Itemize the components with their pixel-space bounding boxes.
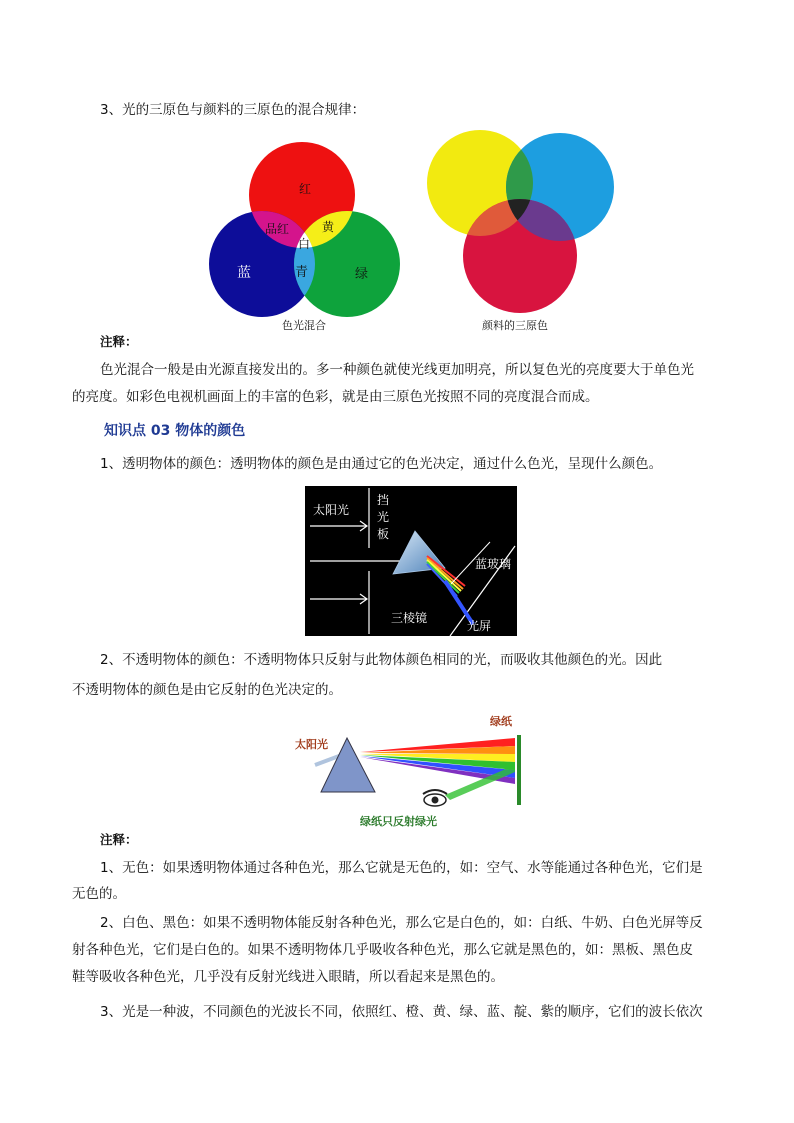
label-screen: 光屏 <box>467 619 492 633</box>
label-red: 红 <box>299 182 312 196</box>
note2-label: 注释： <box>100 832 138 847</box>
label-board-1: 挡 <box>377 493 390 507</box>
label-sunlight-2: 太阳光 <box>295 738 328 751</box>
pigment-mixing-figure <box>420 125 625 339</box>
section-title: 3、光的三原色与颜料的三原色的混合规律： <box>100 102 366 118</box>
prism-diagram <box>305 486 517 636</box>
note1-line2: 的亮度。如彩色电视机画面上的丰富的色彩，就是由三原色光按照不同的亮度混合而成。 <box>72 389 599 405</box>
prism-blue-glass-figure <box>305 486 517 640</box>
label-green-paper: 绿纸 <box>490 715 512 728</box>
label-magenta: 品红 <box>265 222 290 236</box>
note2-n2-line1: 2、白色、黑色：如果不透明物体能反射各种色光，那么它是白色的，如：白纸、牛奶、白色光屏等反 <box>100 915 703 931</box>
note2-n3-line1: 3、光是一种波，不同颜色的光波长不同，依照红、橙、黄、绿、蓝、靛、紫的顺序，它们的波长依次 <box>100 1004 703 1020</box>
label-yellow: 黄 <box>322 220 335 234</box>
section-heading-kp03: 知识点 03 物体的颜色 <box>104 423 246 439</box>
pigment-mixing-diagram <box>420 125 625 335</box>
light-mixing-figure <box>205 140 405 339</box>
label-blue-glass: 蓝玻璃 <box>475 557 512 571</box>
green-paper-figure <box>285 710 535 836</box>
light-caption: 色光混合 <box>282 319 326 332</box>
label-board-3: 板 <box>377 527 390 541</box>
label-prism: 三棱镜 <box>391 611 428 625</box>
label-sunlight: 太阳光 <box>313 503 350 517</box>
light-mixing-diagram <box>205 140 405 335</box>
label-blue: 蓝 <box>237 265 251 281</box>
note2-n2-line3: 鞋等吸收各种色光，几乎没有反射光线进入眼睛，所以看起来是黑色的。 <box>72 969 504 985</box>
label-green: 绿 <box>355 267 369 282</box>
note2-n2-line2: 射各种色光，它们是白色的。如果不透明物体几乎吸收各种色光，那么它就是黑色的，如：黑板、黑色皮 <box>72 942 693 958</box>
kp03-item2-line2: 不透明物体的颜色是由它反射的色光决定的。 <box>72 682 342 698</box>
note1-line1: 色光混合一般是由光源直接发出的。多一种颜色就使光线更加明亮，所以复色光的亮度要大于单色光 <box>100 362 694 378</box>
green-fig-caption: 绿纸只反射绿光 <box>360 815 437 828</box>
note-label: 注释： <box>100 334 138 349</box>
label-white: 白 <box>298 237 311 251</box>
label-cyan: 青 <box>295 265 309 280</box>
kp03-item1: 1、透明物体的颜色：透明物体的颜色是由通过它的色光决定，通过什么色光，呈现什么颜色。 <box>100 456 663 472</box>
note2-n1-line1: 1、无色：如果透明物体通过各种色光，那么它就是无色的，如：空气、水等能通过各种色光，它们是 <box>100 860 703 876</box>
pigment-caption: 颜料的三原色 <box>482 319 548 332</box>
label-board-2: 光 <box>377 510 390 524</box>
note2-n1-line2: 无色的。 <box>72 886 126 902</box>
green-paper-diagram <box>285 710 535 832</box>
kp03-item2-line1: 2、不透明物体的颜色：不透明物体只反射与此物体颜色相同的光，而吸收其他颜色的光。因此 <box>100 652 663 668</box>
